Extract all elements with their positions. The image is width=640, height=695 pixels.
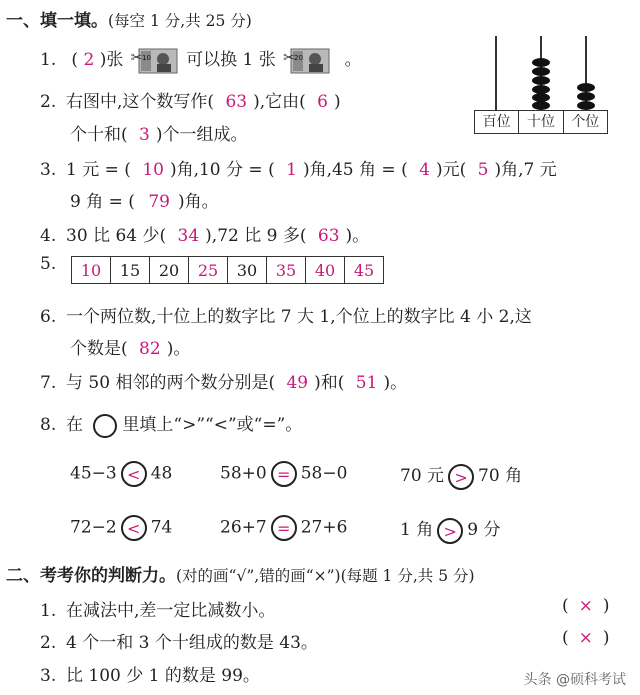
comparison-symbol: =	[277, 465, 291, 484]
sequence-cell: 35	[267, 257, 306, 284]
sequence-cell: 10	[72, 257, 111, 284]
judge-item-2: 2. 4 个一和 3 个十组成的数是 43。 ( × )	[40, 628, 610, 653]
answer-q2-1: 63	[225, 92, 248, 112]
sequence-cell: 40	[306, 257, 345, 284]
answer-q1: 2	[83, 50, 95, 70]
comparison-right: 27+6	[300, 517, 348, 538]
comparison-circle	[121, 515, 147, 541]
comparison-item	[400, 515, 500, 544]
comparison-item	[220, 461, 347, 487]
svg-text:10: 10	[141, 53, 151, 62]
answer-q2-2: 6	[317, 92, 328, 112]
abacus-label-hundreds: 百位	[475, 111, 519, 133]
comparison-circle	[437, 518, 463, 544]
comparison-left: 45−3	[70, 463, 117, 484]
question-7: 7. 与 50 相邻的两个数分别是( 49 )和( 51 )。	[40, 373, 408, 393]
question-3: 3. 1 元 = ( 10 )角,10 分 = ( 1 )角,45 角 = ( 4 )元( 5 )角,7 元	[40, 160, 557, 180]
comparison-circle	[271, 515, 297, 541]
sequence-cell: 25	[189, 257, 228, 284]
comparison-circle	[271, 461, 297, 487]
comparison-symbol: <	[127, 465, 141, 484]
comparison-right: 70 角	[478, 466, 523, 486]
comparison-left: 72−2	[70, 517, 117, 538]
comparison-left: 26+7	[220, 517, 267, 538]
comparison-symbol: <	[127, 519, 141, 538]
comparison-circle	[448, 464, 474, 490]
question-8: 8. 在 里填上“>”“<”或“=”。	[40, 410, 302, 438]
question-6-line2: 个数是( 82 )。	[70, 339, 191, 359]
sequence-cell: 30	[228, 257, 267, 284]
answer-q2-3: 3	[139, 125, 150, 145]
sequence-cell: 45	[345, 257, 384, 284]
section1-note: (每空 1 分,共 25 分)	[108, 12, 252, 30]
comparison-right: 74	[150, 517, 173, 538]
question-1: 1. ( 2 )张 ✂ 10 可以换 1 张 ✂ 20 。	[40, 45, 362, 74]
judge-item-3: 3. 比 100 少 1 的数是 99。	[40, 666, 260, 686]
judge-item-1: 1. 在减法中,差一定比减数小。 ( × )	[40, 596, 610, 621]
scissor-icon: ✂	[283, 49, 295, 66]
number-sequence-table	[71, 256, 384, 284]
comparison-item	[400, 461, 522, 490]
comparison-right: 9 分	[467, 520, 501, 540]
comparison-right: 58−0	[300, 463, 348, 484]
question-4: 4. 30 比 64 少( 34 ),72 比 9 多( 63 )。	[40, 226, 370, 246]
comparison-left: 1 角	[400, 520, 434, 540]
comparison-symbol: >	[454, 467, 468, 487]
scissor-icon: ✂	[130, 49, 143, 66]
watermark: 头条 @硕科考试	[523, 672, 626, 688]
section2-title: 二、考考你的判断力。(对的画“√”,错的画“×”)(每题 1 分,共 5 分)	[6, 566, 475, 586]
section2-note: (对的画“√”,错的画“×”)(每题 1 分,共 5 分)	[176, 567, 475, 585]
abacus-label-ones: 个位	[571, 114, 600, 130]
svg-text:20: 20	[294, 53, 304, 62]
comparison-right: 48	[150, 463, 173, 484]
banknote-10-icon	[131, 48, 179, 74]
question-6: 6. 一个两位数,十位上的数字比 7 大 1,个位上的数字比 4 小 2,这	[40, 307, 532, 327]
abacus-diagram	[474, 36, 608, 132]
section1-title: 一、填一填。(每空 1 分,共 25 分)	[6, 11, 252, 31]
sequence-cell: 15	[111, 257, 150, 284]
empty-circle-icon	[93, 414, 117, 438]
comparison-circle	[121, 461, 147, 487]
sequence-cell: 20	[150, 257, 189, 284]
comparison-item	[70, 515, 172, 541]
question-3-line2: 9 角 = ( 79 )角。	[70, 192, 219, 212]
question-2-line2: 个十和( 3 )个一组成。	[70, 125, 248, 145]
comparison-left: 58+0	[220, 463, 267, 484]
comparison-symbol: >	[443, 521, 457, 541]
comparison-left: 70 元	[400, 466, 445, 486]
question-2: 2. 右图中,这个数写作( 63 ),它由( 6 )	[40, 92, 341, 112]
abacus-label-tens: 十位	[519, 111, 563, 133]
banknote-20-icon	[283, 48, 331, 74]
comparison-item	[70, 461, 172, 487]
question-5: 5.	[40, 254, 57, 274]
comparison-item	[220, 515, 347, 541]
comparison-symbol: =	[277, 519, 291, 538]
